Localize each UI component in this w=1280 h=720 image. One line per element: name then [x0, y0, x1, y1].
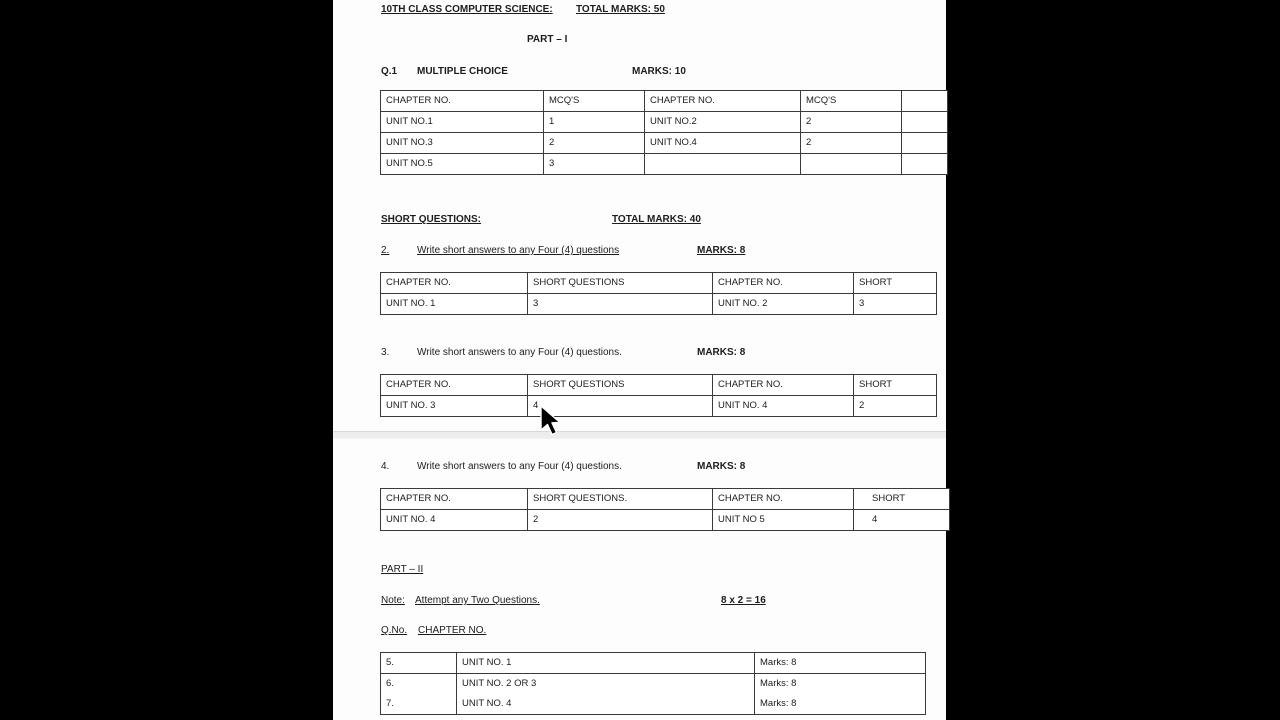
mcq-r1-c5 [902, 111, 948, 132]
p2-r2-marks: Marks: 8 [755, 673, 926, 693]
q4-header-short-2: SHORT [854, 489, 950, 510]
mcq-r3-c5 [902, 153, 948, 174]
q1-label: MULTIPLE CHOICE [417, 66, 508, 77]
note-text: Attempt any Two Questions. [415, 595, 540, 606]
table-row [381, 153, 948, 174]
q3-r1-c1: UNIT NO. 3 [381, 395, 528, 416]
table-row [381, 653, 926, 674]
mcq-r1-c4: 2 [801, 111, 902, 132]
q2-header-chapter-2: CHAPTER NO. [713, 273, 854, 294]
q4-r1-c3: UNIT NO 5 [713, 509, 854, 530]
mcq-r3-c3 [645, 153, 801, 174]
q4-number: 4. [381, 461, 390, 472]
short-questions-heading-label: SHORT QUESTIONS: [381, 214, 482, 225]
q3-header-short-2: SHORT [854, 375, 937, 396]
table-row [381, 91, 948, 112]
q4-table [380, 488, 950, 531]
q3-number: 3. [381, 347, 390, 358]
q4-r1-c4: 4 [854, 509, 950, 530]
table-row [381, 395, 937, 416]
mcq-header-mcqs-1: MCQ'S [544, 91, 645, 112]
q3-header-chapter-1: CHAPTER NO. [381, 375, 528, 396]
part-two-table [380, 652, 926, 715]
table-row [381, 375, 937, 396]
q4-header-short-1: SHORT QUESTIONS. [528, 489, 713, 510]
table-row [381, 694, 926, 714]
q3-r1-c4: 2 [854, 395, 937, 416]
q2-text: Write short answers to any Four (4) questions [417, 245, 620, 256]
q2-r1-c2: 3 [528, 293, 713, 314]
mcq-header-spare [902, 91, 948, 112]
table-row [381, 293, 937, 314]
mcq-r2-c3: UNIT NO.4 [645, 132, 801, 153]
q2-table [380, 272, 937, 315]
mcq-r1-c3: UNIT NO.2 [645, 111, 801, 132]
note-label: Note: [381, 595, 405, 606]
q2-header-short-2: SHORT [854, 273, 937, 294]
p2-r3-marks: Marks: 8 [755, 694, 926, 714]
table-row [381, 273, 937, 294]
mcq-table [380, 90, 948, 175]
p2-r3-qno: 7. [381, 694, 457, 714]
q1-marks: MARKS: 10 [632, 66, 686, 77]
q4-r1-c2: 2 [528, 509, 713, 530]
note-calc: 8 x 2 = 16 [721, 595, 766, 606]
q3-marks: MARKS: 8 [697, 347, 746, 358]
mcq-r2-c5 [902, 132, 948, 153]
q3-header-chapter-2: CHAPTER NO. [713, 375, 854, 396]
q2-r1-c3: UNIT NO. 2 [713, 293, 854, 314]
qno-heading-label: Q.No. [381, 625, 408, 636]
p2-r1-chapter: UNIT NO. 1 [457, 653, 755, 674]
q3-table [380, 374, 937, 417]
q4-marks: MARKS: 8 [697, 461, 746, 472]
q4-r1-c1: UNIT NO. 4 [381, 509, 528, 530]
mcq-r3-c1: UNIT NO.5 [381, 153, 544, 174]
mcq-header-chapter-1: CHAPTER NO. [381, 91, 544, 112]
q4-text: Write short answers to any Four (4) questions. [417, 461, 622, 472]
q2-number: 2. [381, 245, 390, 256]
p2-r1-marks: Marks: 8 [755, 653, 926, 674]
p2-r2-chapter: UNIT NO. 2 OR 3 [457, 673, 755, 693]
table-row [381, 673, 926, 693]
q2-r1-c4: 3 [854, 293, 937, 314]
q4-header-chapter-2: CHAPTER NO. [713, 489, 854, 510]
table-row [381, 489, 950, 510]
short-questions-heading-marks: TOTAL MARKS: 40 [612, 214, 701, 225]
part-one-title: PART – I [527, 34, 568, 45]
mcq-header-chapter-2: CHAPTER NO. [645, 91, 801, 112]
document-content [333, 0, 946, 720]
q2-header-short-1: SHORT QUESTIONS [528, 273, 713, 294]
q1-number: Q.1 [381, 66, 398, 77]
mcq-r3-c4 [801, 153, 902, 174]
q2-marks: MARKS: 8 [697, 245, 746, 256]
header-subject: 10TH CLASS COMPUTER SCIENCE: [381, 4, 553, 15]
mcq-r2-c1: UNIT NO.3 [381, 132, 544, 153]
q3-r1-c3: UNIT NO. 4 [713, 395, 854, 416]
q3-text: Write short answers to any Four (4) questions. [417, 347, 622, 358]
p2-r1-qno: 5. [381, 653, 457, 674]
part-two-title: PART – II [381, 564, 424, 575]
q2-header-chapter-1: CHAPTER NO. [381, 273, 528, 294]
q4-header-chapter-1: CHAPTER NO. [381, 489, 528, 510]
mcq-header-mcqs-2: MCQ'S [801, 91, 902, 112]
mcq-r2-c2: 2 [544, 132, 645, 153]
q3-r1-c2: 4 [528, 395, 713, 416]
mcq-r3-c2: 3 [544, 153, 645, 174]
header-total-marks: TOTAL MARKS: 50 [576, 4, 665, 15]
table-row [381, 132, 948, 153]
qno-heading-chapter: CHAPTER NO. [418, 625, 487, 636]
mcq-r1-c2: 1 [544, 111, 645, 132]
p2-r3-chapter: UNIT NO. 4 [457, 694, 755, 714]
mcq-r1-c1: UNIT NO.1 [381, 111, 544, 132]
p2-r2-qno: 6. [381, 673, 457, 693]
table-row [381, 111, 948, 132]
q3-header-short-1: SHORT QUESTIONS [528, 375, 713, 396]
q2-r1-c1: UNIT NO. 1 [381, 293, 528, 314]
table-row [381, 509, 950, 530]
mcq-r2-c4: 2 [801, 132, 902, 153]
